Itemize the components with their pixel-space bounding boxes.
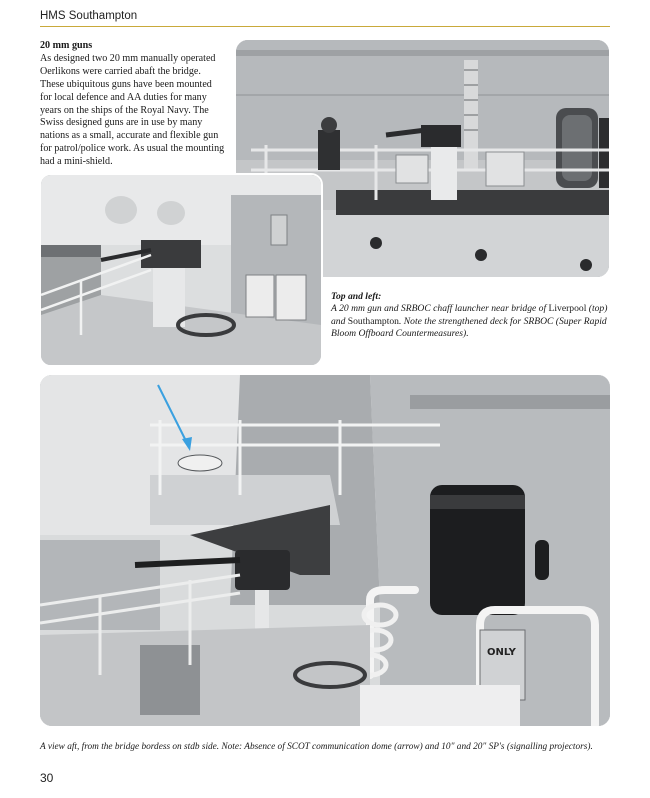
- side-caption-text-1: A 20 mm gun and SRBOC chaff launcher near bridge of: [331, 303, 549, 315]
- photo-view-aft: [40, 375, 610, 726]
- bottom-caption: A view aft, from the bridge bordess on stdb side. Note: Absence of SCOT communication dome (arrow) and 10" and 20" SP's (signalling projectors).: [40, 742, 593, 752]
- intro-text-block: [40, 40, 225, 169]
- photo-southampton-gun: [39, 173, 323, 367]
- side-caption-heading: Top and left:: [331, 291, 382, 302]
- page-number: 30: [40, 771, 54, 785]
- page-header-title: HMS Southampton: [40, 10, 138, 22]
- side-caption-ship-1: Liverpool: [548, 303, 587, 315]
- intro-heading: 20 mm guns: [40, 40, 93, 51]
- side-caption-text-3: . Note the strengthened deck for SRBOC (Super Rapid Bloom Offboard Countermeasures).: [331, 315, 607, 340]
- side-caption-text-2: (top) and: [331, 303, 608, 327]
- intro-body: As designed two 20 mm manually operated Oerlikons were carried abaft the bridge. These ubiquitous guns have been mounted for local defence and AA duties for many years on the ships of the Royal Navy. The Swiss designed guns are in use by many nations as a small, accurate and flexible gun for patrol/police work. As usual the mounting had a mini-shield.: [40, 52, 225, 168]
- side-caption-ship-2: Southampton: [347, 315, 399, 327]
- page-header: [40, 8, 610, 27]
- side-caption: [331, 291, 611, 341]
- stencil-only-label: ONLY: [487, 647, 516, 658]
